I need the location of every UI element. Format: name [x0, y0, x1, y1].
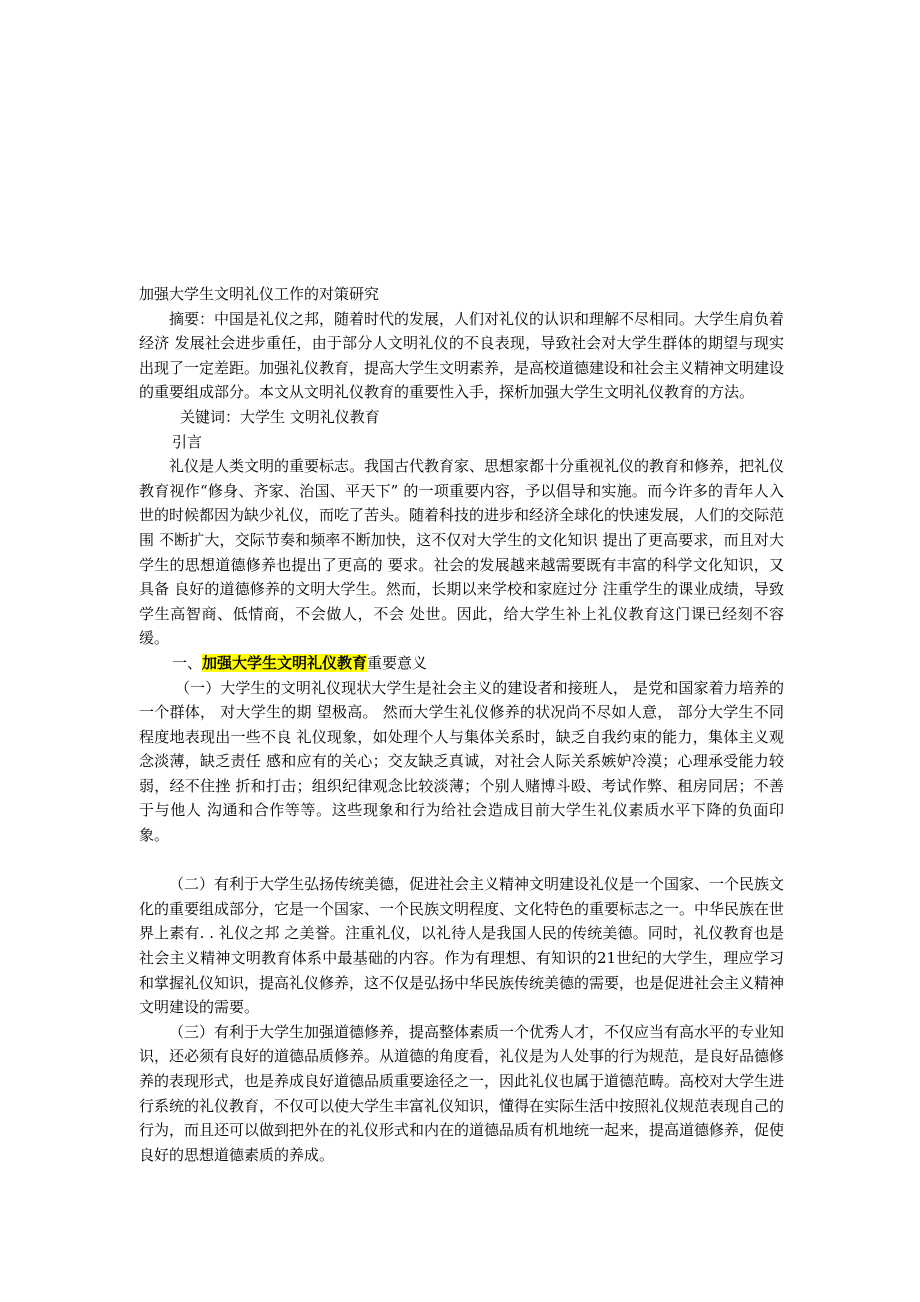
document-body [139, 282, 784, 1167]
document-title: 加强大学生文明礼仪工作的对策研究 [139, 285, 380, 303]
subsection-paragraph-1: （一）大学生的文明礼仪现状大学生是社会主义的建设者和接班人， 是党和国家着力培养的一个群体， 对大学生的期 望极高。 然而大学生礼仪修养的状况尚不尽如人意， 部分大学生不同程度地表现出一些不良 礼仪现象，如处理个人与集体关系时，缺乏自我约束的能力，集体主义观念淡薄，缺乏责任 感和应有的关心；交友缺乏真诚，对社会人际关系嫉妒冷漠；心理承受能力较弱，经不住挫 折和打击；组织纪律观念比较淡薄；个别人赌博斗殴、考试作弊、租房同居；不善于与他人 沟通和合作等等。这些现象和行为给社会造成目前大学生礼仪素质水平下降的负面印象。 [139, 678, 784, 845]
subsection-paragraph-3: （三）有利于大学生加强道德修养，提高整体素质一个优秀人才，不仅应当有高水平的专业知识，还必须有良好的道德品质修养。从道德的角度看，礼仪是为人处事的行为规范，是良好品德修养的表现形式，也是养成良好道德品质重要途径之一，因此礼仪也属于道德范畴。高校对大学生进行系统的礼仪教育，不仅可以使大学生丰富礼仪知识，懂得在实际生活中按照礼仪规范表现自己的行为，而且还可以做到把外在的礼仪形式和内在的道德品质有机地统一起来，提高道德修养，促使良好的思想道德素质的养成。 [139, 1022, 785, 1164]
section-heading-highlight: 加强大学生文明礼仪教育 [202, 653, 368, 672]
keywords-line: 关键词：大学生 文明礼仪教育 [180, 407, 380, 426]
section-heading-prefix: 一、 [172, 653, 203, 672]
abstract-paragraph: 摘要：中国是礼仪之邦，随着时代的发展，人们对礼仪的认识和理解不尽相同。大学生肩负着经济 发展社会进步重任，由于部分人文明礼仪的不良表现，导致社会对大学生群体的期望与现实出现了一定差距。加强礼仪教育，提高大学生文明素养，是高校道德建设和社会主义精神文明建设的重要组成部分。本文从文明礼仪教育的重要性入手，探析加强大学生文明礼仪教育的方法。 [139, 309, 785, 402]
blank-line [139, 848, 784, 873]
section-heading-suffix: 重要意义 [367, 653, 428, 672]
intro-paragraph: 礼仪是人类文明的重要标志。我国古代教育家、思想家都十分重视礼仪的教育和修养，把礼仪教育视作“修身、齐家、治国、平天下” 的一项重要内容，予以倡导和实施。而今许多的青年人入世的时候都因为缺少礼仪，而吃了苦头。随着科技的进步和经济全球化的快速发展，人们的交际范围 不断扩大，交际节奏和频率不断加快，这不仅对大学生的文化知识 提出了更高要求，而且对大学生的思想道德修养也提出了更高的 要求。社会的发展越来越需要既有丰富的科学文化知识，又具备 良好的道德修养的文明大学生。然而，长期以来学校和家庭过分 注重学生的课业成绩，导致学生高智商、低情商，不会做人，不会 处世。因此，给大学生补上礼仪教育这门课已经刻不容缓。 [139, 457, 785, 648]
intro-heading: 引言 [172, 432, 203, 451]
section-heading [139, 651, 784, 676]
subsection-paragraph-2: （二）有利于大学生弘扬传统美德，促进社会主义精神文明建设礼仪是一个国家、一个民族文化的重要组成部分，它是一个国家、一个民族文明程度、文化特色的重要标志之一。中华民族在世界上素有. . 礼仪之邦 之美誉。注重礼仪，以礼待人是我国人民的传统美德。同时，礼仪教育也是社会主义精神文明教育体系中最基础的内容。作为有理想、有知识的21世纪的大学生，理应学习和掌握礼仪知识，提高礼仪修养，这不仅是弘扬中华民族传统美德的需要，也是促进社会主义精神文明建设的需要。 [139, 875, 785, 1017]
